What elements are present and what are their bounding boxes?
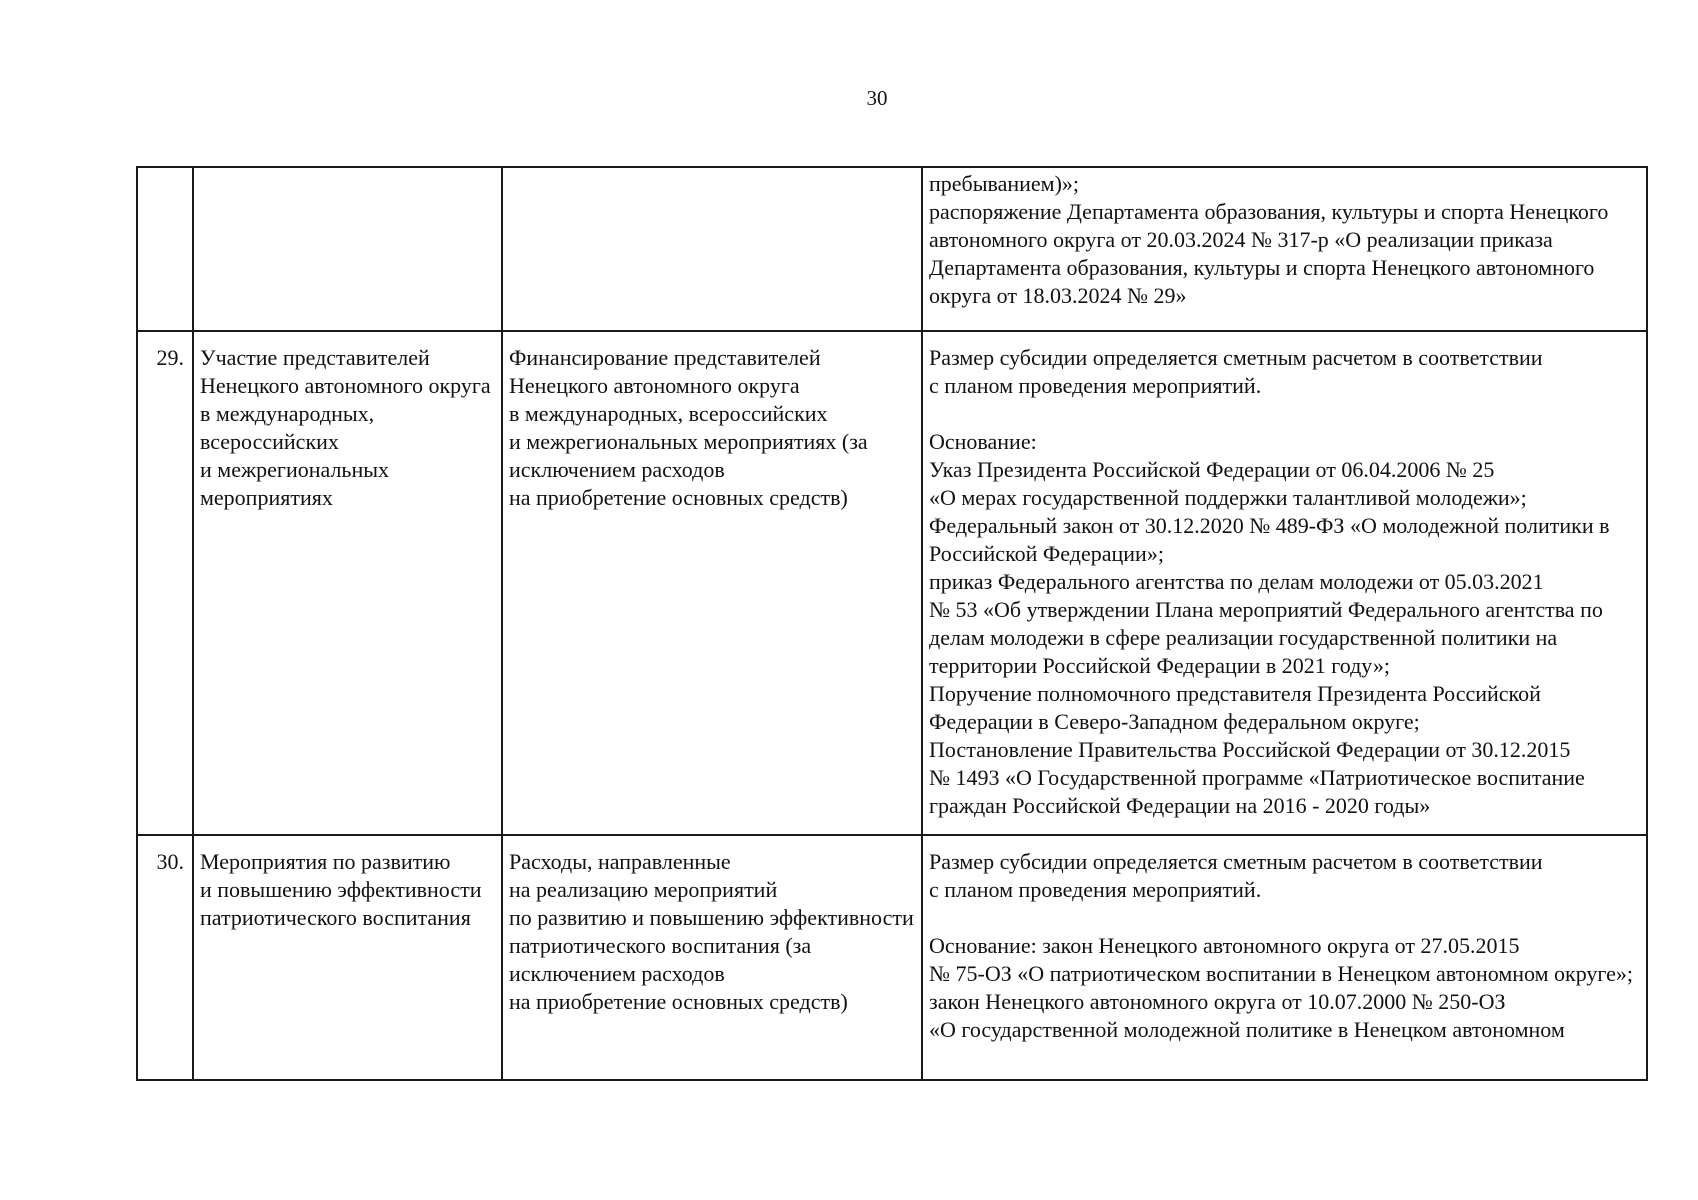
expenses-cell: Расходы, направленные на реализацию мероприятий по развитию и повышению эффективности патриотического воспитания (за исключением расходов на приобретение основных средств) [502,835,922,1080]
table-row [137,167,1647,331]
document-table [136,166,1648,1081]
page-number: 30 [866,86,888,110]
row-number: 29. [137,331,193,835]
event-name-cell [193,167,502,331]
row-number: 30. [137,835,193,1080]
row-number [137,167,193,331]
basis-cell: Размер субсидии определяется сметным расчетом в соответствии с планом проведения мероприятий. Основание: закон Ненецкого автономного округа от 27.05.2015 № 75-ОЗ «О патриотическом воспитании в Ненецком автономном округе»; закон Ненецкого автономного округа от 10.07.2000 № 250-ОЗ «О государственной молодежной политике в Ненецком автономном [922,835,1647,1080]
expenses-cell: Финансирование представителей Ненецкого автономного округа в международных, всероссийских и межрегиональных мероприятиях (за исключением расходов на приобретение основных средств) [502,331,922,835]
table-row [137,835,1647,1080]
expenses-cell [502,167,922,331]
event-name-cell: Участие представителей Ненецкого автономного округа в международных, всероссийских и межрегиональных мероприятиях [193,331,502,835]
event-name-cell: Мероприятия по развитию и повышению эффективности патриотического воспитания [193,835,502,1080]
basis-cell: пребыванием)»; распоряжение Департамента образования, культуры и спорта Ненецкого автономного округа от 20.03.2024 № 317-р «О реализации приказа Департамента образования, культуры и спорта Ненецкого автономного округа от 18.03.2024 № 29» [922,167,1647,331]
table-row [137,331,1647,835]
basis-cell: Размер субсидии определяется сметным расчетом в соответствии с планом проведения мероприятий. Основание: Указ Президента Российской Федерации от 06.04.2006 № 25 «О мерах государственной поддержки талантливой молодежи»; Федеральный закон от 30.12.2020 № 489-ФЗ «О молодежной политики в Российской Федерации»; приказ Федерального агентства по делам молодежи от 05.03.2021 № 53 «Об утверждении Плана мероприятий Федерального агентства по делам молодежи в сфере реализации государственной политики на территории Российской Федерации в 2021 году»; Поручение полномочного представителя Президента Российской Федерации в Северо-Западном федеральном округе; Постановление Правительства Российской Федерации от 30.12.2015 № 1493 «О Государственной программе «Патриотическое воспитание граждан Российской Федерации на 2016 - 2020 годы» [922,331,1647,835]
